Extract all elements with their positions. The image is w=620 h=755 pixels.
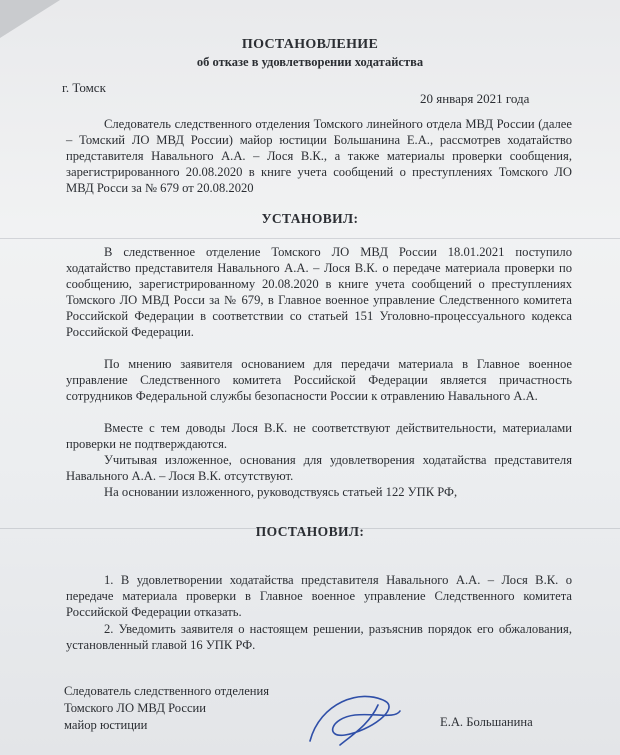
signatory-name: Е.А. Большанина [440, 715, 533, 729]
page-corner-fold [0, 0, 60, 38]
document-title: ПОСТАНОВЛЕНИЕ [241, 37, 379, 52]
signatory-title-line-1: Следователь следственного отделения [64, 684, 270, 698]
document-date: 20 января 2021 года [420, 91, 530, 106]
signatory-title-line-3: майор юстиции [64, 718, 148, 732]
heading-established: УСТАНОВИЛ: [261, 211, 359, 226]
intro-paragraph: Следователь следственного отделения Томского линейного отдела МВД России (далее – Томский ЛО МВД России) майор юстиции Большанина Е.А., рассмотрев ходатайство представителя Навального А.А. – Лося В.К., а также материалы проверки сообщения, зарегистрированного 20.08.2020 в книге учета сообщений о преступлениях Томского ЛО МВД Росси за № 679 от 20.08.2020 [66, 117, 572, 195]
resolution-item-2: 2. Уведомить заявителя о настоящем решении, разъяснив порядок его обжалования, установленный главой 16 УПК РФ. [66, 622, 572, 652]
signatory-title-line-2: Томского ЛО МВД России [64, 701, 207, 715]
paragraph-4: Учитывая изложенное, основания для удовлетворения ходатайства представителя Навального А.А. – Лося В.К. отсутствуют. [66, 453, 572, 483]
paper-fold-line [0, 238, 620, 239]
city: г. Томск [62, 80, 106, 95]
handwritten-signature [300, 683, 410, 753]
paragraph-3: Вместе с тем доводы Лося В.К. не соответствуют действительности, материалами проверки не подтверждаются. [66, 421, 572, 451]
resolution-item-1: 1. В удовлетворении ходатайства представителя Навального А.А. – Лося В.К. о передаче материала проверки в Главное военное управление Следственного комитета Российской Федерации отказать. [66, 573, 572, 619]
heading-resolved: ПОСТАНОВИЛ: [255, 524, 365, 539]
paragraph-2: По мнению заявителя основанием для передачи материала в Главное военное управление Следственного комитета Российской Федерации является причастность сотрудников Федеральной службы безопасности России к отравлению Навального А.А. [66, 357, 572, 403]
paragraph-5: На основании изложенного, руководствуясь статьей 122 УПК РФ, [104, 485, 458, 499]
document-subtitle: об отказе в удовлетворении ходатайства [196, 55, 424, 69]
paragraph-1: В следственное отделение Томского ЛО МВД России 18.01.2021 поступило ходатайство представителя Навального А.А. – Лося В.К. о передаче материала проверки по сообщению, зарегистрированному 20.08.2020 в книге учета сообщений о преступлениях Томского ЛО МВД Росси за № 679, в Главное военное управление Следственного комитета Российской Федерации в соответствии со статьей 151 Уголовно-процессуального кодекса Российской Федерации. [66, 245, 572, 339]
